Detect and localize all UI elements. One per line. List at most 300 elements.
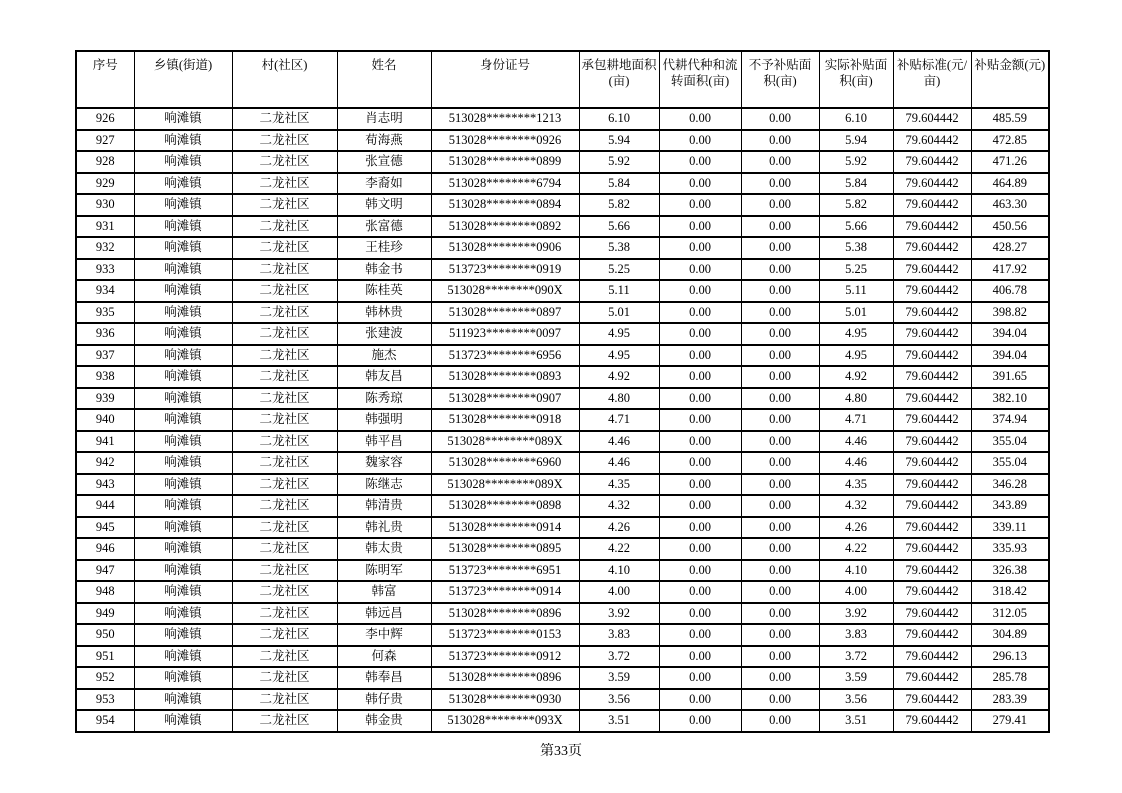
table-cell: 513028********0892 — [431, 216, 579, 238]
table-cell: 5.25 — [579, 259, 659, 281]
table-cell: 4.92 — [819, 366, 893, 388]
column-header: 乡镇(街道) — [134, 51, 232, 108]
table-cell: 5.82 — [579, 194, 659, 216]
table-cell: 464.89 — [971, 173, 1049, 195]
table-cell: 513028********089X — [431, 474, 579, 496]
table-cell: 406.78 — [971, 280, 1049, 302]
table-cell: 4.80 — [819, 388, 893, 410]
table-cell: 394.04 — [971, 323, 1049, 345]
table-cell: 响滩镇 — [134, 237, 232, 259]
table-cell: 0.00 — [659, 151, 741, 173]
table-cell: 4.46 — [819, 431, 893, 453]
table-cell: 二龙社区 — [232, 538, 337, 560]
table-cell: 4.35 — [579, 474, 659, 496]
table-cell: 4.71 — [819, 409, 893, 431]
table-cell: 79.604442 — [893, 280, 971, 302]
table-cell: 79.604442 — [893, 452, 971, 474]
table-cell: 513028********093X — [431, 710, 579, 732]
table-cell: 335.93 — [971, 538, 1049, 560]
table-cell: 张宣德 — [337, 151, 431, 173]
table-cell: 李中辉 — [337, 624, 431, 646]
table-cell: 4.00 — [579, 581, 659, 603]
table-cell: 二龙社区 — [232, 495, 337, 517]
table-cell: 79.604442 — [893, 130, 971, 152]
table-cell: 949 — [76, 603, 134, 625]
table-cell: 0.00 — [741, 345, 819, 367]
table-cell: 响滩镇 — [134, 130, 232, 152]
table-cell: 响滩镇 — [134, 495, 232, 517]
table-cell: 张建波 — [337, 323, 431, 345]
table-cell: 511923********0097 — [431, 323, 579, 345]
table-cell: 513723********6951 — [431, 560, 579, 582]
table-cell: 陈继志 — [337, 474, 431, 496]
table-cell: 二龙社区 — [232, 560, 337, 582]
table-cell: 513028********0893 — [431, 366, 579, 388]
table-cell: 3.51 — [579, 710, 659, 732]
table-cell: 0.00 — [741, 108, 819, 130]
table-cell: 二龙社区 — [232, 130, 337, 152]
table-cell: 0.00 — [741, 366, 819, 388]
table-cell: 928 — [76, 151, 134, 173]
table-cell: 283.39 — [971, 689, 1049, 711]
table-cell: 0.00 — [741, 388, 819, 410]
table-row — [76, 517, 1049, 539]
table-cell: 0.00 — [659, 302, 741, 324]
table-cell: 二龙社区 — [232, 216, 337, 238]
table-cell: 肖志明 — [337, 108, 431, 130]
table-cell: 951 — [76, 646, 134, 668]
table-cell: 响滩镇 — [134, 560, 232, 582]
table-cell: 382.10 — [971, 388, 1049, 410]
table-cell: 953 — [76, 689, 134, 711]
table-cell: 926 — [76, 108, 134, 130]
table-cell: 4.32 — [579, 495, 659, 517]
table-body — [76, 108, 1049, 732]
table-cell: 79.604442 — [893, 689, 971, 711]
column-header: 村(社区) — [232, 51, 337, 108]
table-cell: 513028********0894 — [431, 194, 579, 216]
table-cell: 932 — [76, 237, 134, 259]
table-cell: 513028********0906 — [431, 237, 579, 259]
table-cell: 79.604442 — [893, 560, 971, 582]
table-row — [76, 624, 1049, 646]
table-cell: 79.604442 — [893, 603, 971, 625]
table-cell: 韩平昌 — [337, 431, 431, 453]
column-header: 姓名 — [337, 51, 431, 108]
table-cell: 79.604442 — [893, 108, 971, 130]
table-cell: 79.604442 — [893, 194, 971, 216]
table-cell: 0.00 — [659, 216, 741, 238]
table-cell: 0.00 — [741, 280, 819, 302]
table-cell: 343.89 — [971, 495, 1049, 517]
table-cell: 3.83 — [579, 624, 659, 646]
table-cell: 450.56 — [971, 216, 1049, 238]
table-cell: 5.82 — [819, 194, 893, 216]
table-cell: 4.35 — [819, 474, 893, 496]
table-cell: 0.00 — [659, 452, 741, 474]
table-cell: 79.604442 — [893, 345, 971, 367]
table-cell: 0.00 — [741, 474, 819, 496]
table-cell: 4.46 — [579, 452, 659, 474]
table-cell: 响滩镇 — [134, 108, 232, 130]
table-row — [76, 452, 1049, 474]
table-cell: 韩金书 — [337, 259, 431, 281]
table-cell: 934 — [76, 280, 134, 302]
table-cell: 943 — [76, 474, 134, 496]
table-cell: 4.10 — [579, 560, 659, 582]
table-cell: 5.38 — [579, 237, 659, 259]
table-cell: 响滩镇 — [134, 517, 232, 539]
table-cell: 二龙社区 — [232, 173, 337, 195]
table-row — [76, 646, 1049, 668]
table-cell: 0.00 — [659, 345, 741, 367]
table-cell: 79.604442 — [893, 409, 971, 431]
table-cell: 0.00 — [659, 237, 741, 259]
table-cell: 513028********1213 — [431, 108, 579, 130]
table-cell: 4.26 — [819, 517, 893, 539]
table-cell: 374.94 — [971, 409, 1049, 431]
table-cell: 0.00 — [659, 581, 741, 603]
table-cell: 0.00 — [741, 323, 819, 345]
table-cell: 485.59 — [971, 108, 1049, 130]
table-cell: 4.32 — [819, 495, 893, 517]
table-cell: 0.00 — [741, 431, 819, 453]
table-cell: 0.00 — [659, 108, 741, 130]
table-cell: 响滩镇 — [134, 646, 232, 668]
table-cell: 0.00 — [659, 431, 741, 453]
table-cell: 513723********0919 — [431, 259, 579, 281]
table-cell: 944 — [76, 495, 134, 517]
table-cell: 响滩镇 — [134, 603, 232, 625]
table-cell: 513028********0930 — [431, 689, 579, 711]
table-cell: 279.41 — [971, 710, 1049, 732]
table-cell: 946 — [76, 538, 134, 560]
table-cell: 79.604442 — [893, 667, 971, 689]
table-cell: 荀海燕 — [337, 130, 431, 152]
table-cell: 二龙社区 — [232, 409, 337, 431]
table-cell: 938 — [76, 366, 134, 388]
table-cell: 428.27 — [971, 237, 1049, 259]
table-cell: 二龙社区 — [232, 710, 337, 732]
table-cell: 513028********0914 — [431, 517, 579, 539]
table-cell: 4.00 — [819, 581, 893, 603]
table-cell: 0.00 — [741, 259, 819, 281]
table-cell: 5.66 — [819, 216, 893, 238]
table-cell: 响滩镇 — [134, 409, 232, 431]
table-cell: 0.00 — [741, 151, 819, 173]
table-cell: 79.604442 — [893, 431, 971, 453]
table-cell: 3.59 — [819, 667, 893, 689]
table-cell: 5.01 — [579, 302, 659, 324]
table-cell: 79.604442 — [893, 581, 971, 603]
table-cell: 4.46 — [579, 431, 659, 453]
table-cell: 响滩镇 — [134, 538, 232, 560]
table-cell: 响滩镇 — [134, 710, 232, 732]
table-cell: 950 — [76, 624, 134, 646]
table-cell: 响滩镇 — [134, 474, 232, 496]
table-cell: 5.92 — [579, 151, 659, 173]
table-cell: 4.10 — [819, 560, 893, 582]
table-row — [76, 710, 1049, 732]
table-cell: 5.11 — [819, 280, 893, 302]
table-cell: 0.00 — [741, 581, 819, 603]
table-cell: 3.59 — [579, 667, 659, 689]
table-cell: 79.604442 — [893, 710, 971, 732]
table-row — [76, 409, 1049, 431]
column-header: 序号 — [76, 51, 134, 108]
table-cell: 5.38 — [819, 237, 893, 259]
table-cell: 6.10 — [579, 108, 659, 130]
subsidy-table — [75, 50, 1050, 733]
table-cell: 954 — [76, 710, 134, 732]
table-cell: 394.04 — [971, 345, 1049, 367]
table-cell: 0.00 — [659, 538, 741, 560]
table-cell: 4.22 — [579, 538, 659, 560]
table-cell: 李裔如 — [337, 173, 431, 195]
table-cell: 79.604442 — [893, 517, 971, 539]
table-cell: 513028********089X — [431, 431, 579, 453]
table-cell: 0.00 — [659, 366, 741, 388]
table-cell: 296.13 — [971, 646, 1049, 668]
table-cell: 0.00 — [741, 130, 819, 152]
table-cell: 0.00 — [741, 646, 819, 668]
table-cell: 韩强明 — [337, 409, 431, 431]
table-cell: 响滩镇 — [134, 194, 232, 216]
table-cell: 4.71 — [579, 409, 659, 431]
table-cell: 936 — [76, 323, 134, 345]
table-cell: 463.30 — [971, 194, 1049, 216]
table-cell: 948 — [76, 581, 134, 603]
table-row — [76, 259, 1049, 281]
table-cell: 513028********6960 — [431, 452, 579, 474]
table-cell: 韩礼贵 — [337, 517, 431, 539]
table-cell: 4.95 — [819, 345, 893, 367]
table-cell: 5.94 — [819, 130, 893, 152]
table-row — [76, 603, 1049, 625]
table-row — [76, 173, 1049, 195]
table-cell: 3.72 — [579, 646, 659, 668]
table-cell: 二龙社区 — [232, 323, 337, 345]
table-cell: 5.94 — [579, 130, 659, 152]
table-cell: 二龙社区 — [232, 624, 337, 646]
table-cell: 王桂珍 — [337, 237, 431, 259]
table-cell: 3.56 — [819, 689, 893, 711]
table-cell: 5.01 — [819, 302, 893, 324]
table-cell: 3.92 — [579, 603, 659, 625]
table-cell: 响滩镇 — [134, 624, 232, 646]
table-cell: 韩友昌 — [337, 366, 431, 388]
table-cell: 0.00 — [659, 259, 741, 281]
table-cell: 二龙社区 — [232, 237, 337, 259]
table-cell: 346.28 — [971, 474, 1049, 496]
table-cell: 0.00 — [659, 388, 741, 410]
table-cell: 5.92 — [819, 151, 893, 173]
table-cell: 响滩镇 — [134, 667, 232, 689]
table-cell: 326.38 — [971, 560, 1049, 582]
table-cell: 二龙社区 — [232, 452, 337, 474]
table-cell: 0.00 — [659, 646, 741, 668]
table-cell: 响滩镇 — [134, 388, 232, 410]
column-header: 身份证号 — [431, 51, 579, 108]
table-cell: 513028********0896 — [431, 667, 579, 689]
table-cell: 二龙社区 — [232, 302, 337, 324]
table-cell: 0.00 — [659, 689, 741, 711]
table-cell: 5.66 — [579, 216, 659, 238]
table-cell: 二龙社区 — [232, 431, 337, 453]
table-cell: 二龙社区 — [232, 667, 337, 689]
table-cell: 0.00 — [741, 624, 819, 646]
table-cell: 79.604442 — [893, 495, 971, 517]
table-cell: 937 — [76, 345, 134, 367]
table-cell: 941 — [76, 431, 134, 453]
table-cell: 3.72 — [819, 646, 893, 668]
table-cell: 二龙社区 — [232, 581, 337, 603]
table-row — [76, 323, 1049, 345]
table-cell: 79.604442 — [893, 366, 971, 388]
table-cell: 3.51 — [819, 710, 893, 732]
table-cell: 二龙社区 — [232, 689, 337, 711]
table-cell: 魏家容 — [337, 452, 431, 474]
table-cell: 3.56 — [579, 689, 659, 711]
table-cell: 韩林贵 — [337, 302, 431, 324]
table-cell: 0.00 — [659, 323, 741, 345]
table-cell: 二龙社区 — [232, 345, 337, 367]
table-cell: 二龙社区 — [232, 259, 337, 281]
table-cell: 0.00 — [741, 603, 819, 625]
table-cell: 0.00 — [741, 452, 819, 474]
table-cell: 二龙社区 — [232, 194, 337, 216]
column-header: 代耕代种和流转面积(亩) — [659, 51, 741, 108]
table-cell: 二龙社区 — [232, 388, 337, 410]
table-cell: 0.00 — [659, 667, 741, 689]
table-cell: 5.84 — [819, 173, 893, 195]
table-cell: 398.82 — [971, 302, 1049, 324]
column-header: 补贴标准(元/亩) — [893, 51, 971, 108]
table-row — [76, 667, 1049, 689]
table-cell: 513028********0897 — [431, 302, 579, 324]
table-cell: 930 — [76, 194, 134, 216]
table-cell: 513028********0895 — [431, 538, 579, 560]
table-cell: 二龙社区 — [232, 474, 337, 496]
table-cell: 940 — [76, 409, 134, 431]
table-cell: 响滩镇 — [134, 302, 232, 324]
table-cell: 4.80 — [579, 388, 659, 410]
table-cell: 韩太贵 — [337, 538, 431, 560]
table-cell: 0.00 — [659, 130, 741, 152]
table-cell: 391.65 — [971, 366, 1049, 388]
table-cell: 二龙社区 — [232, 280, 337, 302]
table-cell: 二龙社区 — [232, 646, 337, 668]
column-header: 不予补贴面积(亩) — [741, 51, 819, 108]
table-row — [76, 216, 1049, 238]
table-cell: 927 — [76, 130, 134, 152]
table-cell: 5.25 — [819, 259, 893, 281]
table-cell: 响滩镇 — [134, 345, 232, 367]
table-cell: 响滩镇 — [134, 366, 232, 388]
table-cell: 响滩镇 — [134, 452, 232, 474]
table-cell: 339.11 — [971, 517, 1049, 539]
table-cell: 513723********0914 — [431, 581, 579, 603]
table-cell: 二龙社区 — [232, 366, 337, 388]
table-cell: 513028********6794 — [431, 173, 579, 195]
table-cell: 韩清贵 — [337, 495, 431, 517]
table-row — [76, 431, 1049, 453]
table-cell: 3.83 — [819, 624, 893, 646]
table-cell: 318.42 — [971, 581, 1049, 603]
table-cell: 513028********0907 — [431, 388, 579, 410]
column-header: 承包耕地面积(亩) — [579, 51, 659, 108]
table-cell: 931 — [76, 216, 134, 238]
table-row — [76, 388, 1049, 410]
table-cell: 陈明军 — [337, 560, 431, 582]
table-row — [76, 560, 1049, 582]
table-cell: 513028********0918 — [431, 409, 579, 431]
table-cell: 4.95 — [819, 323, 893, 345]
table-cell: 929 — [76, 173, 134, 195]
table-cell: 312.05 — [971, 603, 1049, 625]
column-header: 补贴金额(元) — [971, 51, 1049, 108]
table-cell: 0.00 — [741, 667, 819, 689]
table-cell: 4.95 — [579, 323, 659, 345]
table-cell: 79.604442 — [893, 624, 971, 646]
table-cell: 0.00 — [741, 194, 819, 216]
table-cell: 韩奉昌 — [337, 667, 431, 689]
table-cell: 933 — [76, 259, 134, 281]
table-cell: 471.26 — [971, 151, 1049, 173]
table-cell: 513028********0926 — [431, 130, 579, 152]
table-cell: 响滩镇 — [134, 259, 232, 281]
table-cell: 513723********0912 — [431, 646, 579, 668]
table-cell: 513028********0899 — [431, 151, 579, 173]
table-cell: 6.10 — [819, 108, 893, 130]
table-cell: 4.26 — [579, 517, 659, 539]
table-cell: 5.11 — [579, 280, 659, 302]
table-cell: 0.00 — [659, 560, 741, 582]
table-cell: 二龙社区 — [232, 151, 337, 173]
table-row — [76, 366, 1049, 388]
table-cell: 79.604442 — [893, 538, 971, 560]
table-cell: 472.85 — [971, 130, 1049, 152]
table-row — [76, 581, 1049, 603]
table-cell: 0.00 — [659, 517, 741, 539]
table-cell: 响滩镇 — [134, 323, 232, 345]
table-cell: 4.92 — [579, 366, 659, 388]
table-cell: 355.04 — [971, 431, 1049, 453]
table-cell: 5.84 — [579, 173, 659, 195]
table-cell: 施杰 — [337, 345, 431, 367]
table-cell: 4.22 — [819, 538, 893, 560]
table-cell: 响滩镇 — [134, 581, 232, 603]
table-cell: 79.604442 — [893, 474, 971, 496]
table-row — [76, 474, 1049, 496]
table-cell: 513028********090X — [431, 280, 579, 302]
table-cell: 513723********6956 — [431, 345, 579, 367]
table-cell: 79.604442 — [893, 237, 971, 259]
table-cell: 张富德 — [337, 216, 431, 238]
table-cell: 0.00 — [659, 603, 741, 625]
table-cell: 二龙社区 — [232, 517, 337, 539]
table-cell: 0.00 — [659, 409, 741, 431]
table-cell: 79.604442 — [893, 173, 971, 195]
table-cell: 0.00 — [659, 474, 741, 496]
table-cell: 0.00 — [741, 710, 819, 732]
table-cell: 79.604442 — [893, 302, 971, 324]
table-row — [76, 538, 1049, 560]
table-row — [76, 194, 1049, 216]
table-cell: 0.00 — [741, 409, 819, 431]
table-cell: 响滩镇 — [134, 280, 232, 302]
table-cell: 79.604442 — [893, 259, 971, 281]
